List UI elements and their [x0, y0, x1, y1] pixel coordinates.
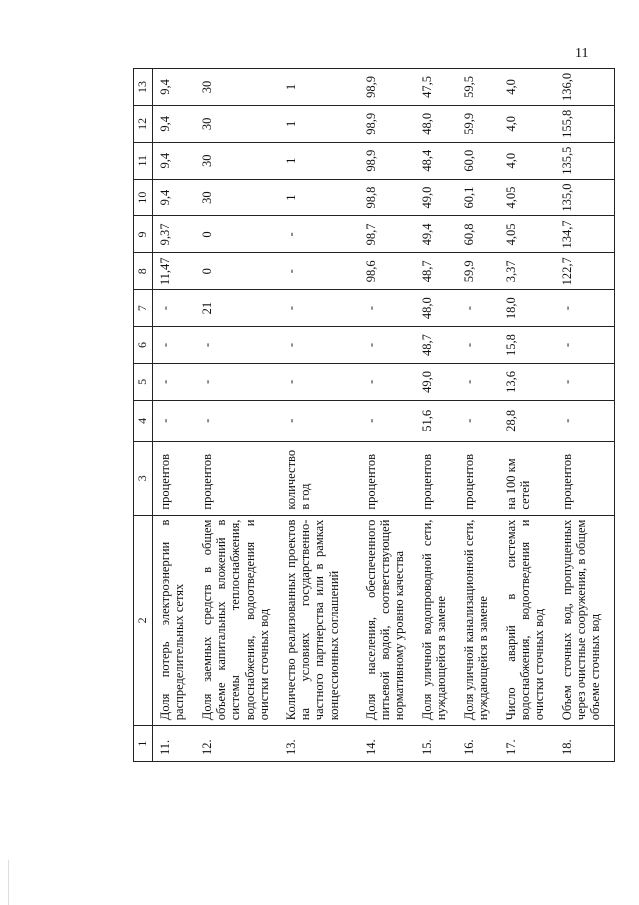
value-cell: 98,9 — [359, 69, 415, 106]
value-cell: 4,0 — [499, 69, 555, 106]
value-cell: 9,4 — [153, 179, 195, 216]
value-cell: 135,0 — [555, 179, 615, 216]
row-number: 13. — [279, 726, 359, 762]
col-header-10: 10 — [134, 179, 153, 216]
table-row — [195, 69, 279, 762]
unit-cell: на 100 км сетей — [499, 441, 555, 515]
col-header-3: 3 — [134, 441, 153, 515]
rotated-table-container — [133, 68, 619, 762]
value-cell: - — [457, 290, 499, 327]
col-header-1: 1 — [134, 726, 153, 762]
table-row — [279, 69, 359, 762]
unit-cell: процентов — [195, 441, 279, 515]
value-cell: 9,37 — [153, 216, 195, 253]
value-cell: 49,0 — [415, 179, 457, 216]
col-header-11: 11 — [134, 142, 153, 179]
col-header-4: 4 — [134, 400, 153, 441]
value-cell: 18,0 — [499, 290, 555, 327]
value-cell: 135,5 — [555, 142, 615, 179]
value-cell: - — [457, 363, 499, 400]
row-number: 14. — [359, 726, 415, 762]
value-cell: - — [279, 400, 359, 441]
value-cell: 59,9 — [457, 105, 499, 142]
table-row — [415, 69, 457, 762]
unit-cell: процентов — [457, 441, 499, 515]
indicator-name: Доля заемных средств в общем объеме капитальных вложений в системы теплоснабжения, водоснабжения, водоотведения и очистки сточных вод — [195, 515, 279, 726]
value-cell: 0 — [195, 216, 279, 253]
value-cell: 30 — [195, 69, 279, 106]
table-row — [499, 69, 555, 762]
value-cell: 21 — [195, 290, 279, 327]
value-cell: 1 — [279, 69, 359, 106]
page-number: 11 — [575, 46, 589, 61]
value-cell: 4,05 — [499, 216, 555, 253]
value-cell: 134,7 — [555, 216, 615, 253]
value-cell: 9,4 — [153, 142, 195, 179]
col-header-5: 5 — [134, 363, 153, 400]
value-cell: - — [359, 327, 415, 364]
value-cell: 4,0 — [499, 105, 555, 142]
value-cell: 4,0 — [499, 142, 555, 179]
scan-edge-mark — [8, 860, 9, 905]
row-number: 18. — [555, 726, 615, 762]
value-cell: 122,7 — [555, 253, 615, 290]
value-cell: 155,8 — [555, 105, 615, 142]
value-cell: 98,9 — [359, 105, 415, 142]
value-cell: 59,9 — [457, 253, 499, 290]
value-cell: 30 — [195, 142, 279, 179]
value-cell: 60,0 — [457, 142, 499, 179]
value-cell: - — [153, 400, 195, 441]
row-number: 12. — [195, 726, 279, 762]
value-cell: 1 — [279, 142, 359, 179]
unit-cell: процентов — [415, 441, 457, 515]
value-cell: - — [195, 327, 279, 364]
col-header-9: 9 — [134, 216, 153, 253]
value-cell: - — [555, 400, 615, 441]
value-cell: 60,1 — [457, 179, 499, 216]
row-number: 17. — [499, 726, 555, 762]
value-cell: 98,6 — [359, 253, 415, 290]
value-cell: 0 — [195, 253, 279, 290]
value-cell: 136,0 — [555, 69, 615, 106]
row-number: 11. — [153, 726, 195, 762]
col-header-2: 2 — [134, 515, 153, 726]
value-cell: 48,0 — [415, 105, 457, 142]
value-cell: - — [153, 290, 195, 327]
indicator-name: Число аварий в системах водоснабжения, водоотведения и очистки сточных вод — [499, 515, 555, 726]
value-cell: - — [359, 290, 415, 327]
value-cell: 51,6 — [415, 400, 457, 441]
value-cell: - — [457, 400, 499, 441]
col-header-6: 6 — [134, 327, 153, 364]
col-header-12: 12 — [134, 105, 153, 142]
value-cell: 1 — [279, 179, 359, 216]
value-cell: 30 — [195, 105, 279, 142]
row-number: 16. — [457, 726, 499, 762]
table-row — [555, 69, 615, 762]
col-header-8: 8 — [134, 253, 153, 290]
value-cell: 98,8 — [359, 179, 415, 216]
value-cell: 1 — [279, 105, 359, 142]
row-number: 15. — [415, 726, 457, 762]
header-row — [134, 69, 153, 762]
table-row — [457, 69, 499, 762]
value-cell: 49,0 — [415, 363, 457, 400]
value-cell: - — [195, 400, 279, 441]
value-cell: - — [279, 216, 359, 253]
value-cell: 98,7 — [359, 216, 415, 253]
value-cell: - — [279, 290, 359, 327]
value-cell: 11,47 — [153, 253, 195, 290]
unit-cell: количество в год — [279, 441, 359, 515]
value-cell: - — [279, 327, 359, 364]
value-cell: - — [555, 290, 615, 327]
value-cell: 59,5 — [457, 69, 499, 106]
value-cell: - — [153, 363, 195, 400]
value-cell: - — [359, 400, 415, 441]
table-row — [153, 69, 195, 762]
value-cell: - — [279, 363, 359, 400]
value-cell: - — [555, 327, 615, 364]
value-cell: 9,4 — [153, 105, 195, 142]
value-cell: 9,4 — [153, 69, 195, 106]
value-cell: 13,6 — [499, 363, 555, 400]
col-header-7: 7 — [134, 290, 153, 327]
value-cell: 49,4 — [415, 216, 457, 253]
value-cell: 48,4 — [415, 142, 457, 179]
value-cell: 48,7 — [415, 327, 457, 364]
unit-cell: процентов — [555, 441, 615, 515]
indicator-name: Объем сточных вод, пропущенных через очистные сооружения, в общем объеме сточных вод — [555, 515, 615, 726]
value-cell: - — [153, 327, 195, 364]
col-header-13: 13 — [134, 69, 153, 106]
value-cell: 48,7 — [415, 253, 457, 290]
indicator-name: Доля уличной водопроводной сети, нуждающейся в замене — [415, 515, 457, 726]
value-cell: 60,8 — [457, 216, 499, 253]
indicator-name: Количество реализованных проектов на условиях государственно-частного партнерства или в рамках концессионных соглашений — [279, 515, 359, 726]
value-cell: 98,9 — [359, 142, 415, 179]
value-cell: - — [195, 363, 279, 400]
value-cell: 28,8 — [499, 400, 555, 441]
value-cell: 3,37 — [499, 253, 555, 290]
value-cell: 4,05 — [499, 179, 555, 216]
unit-cell: процентов — [359, 441, 415, 515]
value-cell: 30 — [195, 179, 279, 216]
unit-cell: процентов — [153, 441, 195, 515]
table-row — [359, 69, 415, 762]
value-cell: - — [457, 327, 499, 364]
indicators-table — [133, 68, 615, 762]
value-cell: 48,0 — [415, 290, 457, 327]
value-cell: 15,8 — [499, 327, 555, 364]
value-cell: - — [359, 363, 415, 400]
indicator-name: Доля уличной канализационной сети, нуждающейся в замене — [457, 515, 499, 726]
value-cell: 47,5 — [415, 69, 457, 106]
value-cell: - — [555, 363, 615, 400]
value-cell: - — [279, 253, 359, 290]
indicator-name: Доля населения, обеспеченного питьевой водой, соответствующей нормативному уровню качества — [359, 515, 415, 726]
indicator-name: Доля потерь электроэнергии в распределительных сетях — [153, 515, 195, 726]
